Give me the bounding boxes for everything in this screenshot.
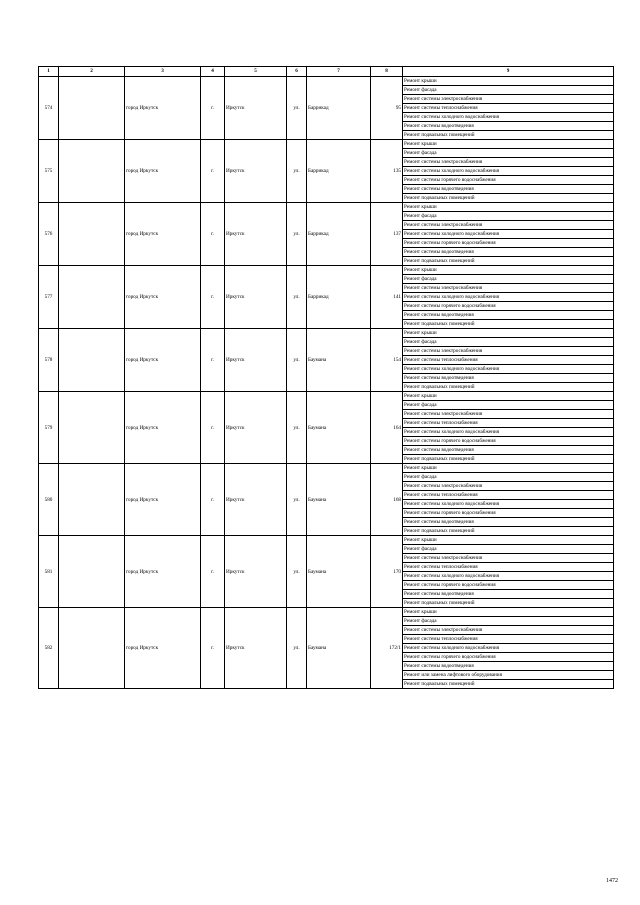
house-number: 164	[371, 392, 403, 464]
work-item: Ремонт системы горячего водоснабжения	[403, 509, 614, 518]
work-item: Ремонт системы водоотведения	[403, 662, 614, 671]
work-item: Ремонт системы горячего водоснабжения	[403, 653, 614, 662]
street-name: Баумана	[307, 464, 371, 536]
work-item: Ремонт крыши	[403, 392, 614, 401]
col-header-3: 3	[125, 67, 201, 77]
house-number: 170	[371, 536, 403, 608]
city-name: Иркутск	[225, 140, 287, 203]
work-item: Ремонт системы электроснабжения	[403, 626, 614, 635]
col-header-8: 8	[371, 67, 403, 77]
record-number: 582	[39, 608, 59, 689]
work-item: Ремонт системы теплоснабжения	[403, 635, 614, 644]
settlement-name: город Иркутск	[125, 266, 201, 329]
work-item: Ремонт системы горячего водоснабжения	[403, 176, 614, 185]
col-header-9: 9	[403, 67, 614, 77]
house-number: 154	[371, 329, 403, 392]
work-item: Ремонт системы холодного водоснабжения	[403, 230, 614, 239]
work-item: Ремонт системы электроснабжения	[403, 221, 614, 230]
street-type: ул.	[287, 392, 307, 464]
city-name: Иркутск	[225, 329, 287, 392]
settlement-name: город Иркутск	[125, 536, 201, 608]
record-number: 577	[39, 266, 59, 329]
page-number: 1472	[606, 878, 618, 884]
street-type: ул.	[287, 140, 307, 203]
work-item: Ремонт системы холодного водоснабжения	[403, 500, 614, 509]
street-name: Баумана	[307, 329, 371, 392]
work-item: Ремонт фасада	[403, 86, 614, 95]
table-body	[39, 77, 614, 689]
work-item: Ремонт системы водоотведения	[403, 122, 614, 131]
settlement-type: г.	[201, 140, 225, 203]
work-item: Ремонт системы холодного водоснабжения	[403, 572, 614, 581]
table-row	[39, 392, 614, 401]
empty-cell	[59, 392, 125, 464]
table-row	[39, 464, 614, 473]
work-item: Ремонт системы водоотведения	[403, 185, 614, 194]
street-type: ул.	[287, 329, 307, 392]
street-type: ул.	[287, 266, 307, 329]
city-name: Иркутск	[225, 77, 287, 140]
house-number: 135	[371, 140, 403, 203]
register-table	[38, 66, 614, 689]
work-item: Ремонт крыши	[403, 203, 614, 212]
work-item: Ремонт системы водоотведения	[403, 518, 614, 527]
house-number: 95	[371, 77, 403, 140]
work-item: Ремонт фасада	[403, 212, 614, 221]
empty-cell	[59, 266, 125, 329]
empty-cell	[59, 608, 125, 689]
work-item: Ремонт системы холодного водоснабжения	[403, 644, 614, 653]
work-item: Ремонт системы электроснабжения	[403, 554, 614, 563]
settlement-type: г.	[201, 77, 225, 140]
street-name: Баррикад	[307, 266, 371, 329]
work-item: Ремонт системы горячего водоснабжения	[403, 581, 614, 590]
col-header-7: 7	[307, 67, 371, 77]
settlement-type: г.	[201, 392, 225, 464]
work-item: Ремонт крыши	[403, 329, 614, 338]
work-item: Ремонт системы водоотведения	[403, 446, 614, 455]
street-type: ул.	[287, 608, 307, 689]
work-item: Ремонт системы горячего водоснабжения	[403, 302, 614, 311]
work-item: Ремонт системы электроснабжения	[403, 158, 614, 167]
work-item: Ремонт системы теплоснабжения	[403, 356, 614, 365]
header-row	[39, 67, 614, 77]
work-item: Ремонт подвальных помещений	[403, 599, 614, 608]
record-number: 575	[39, 140, 59, 203]
work-item: Ремонт фасада	[403, 473, 614, 482]
house-number: 141	[371, 266, 403, 329]
record-number: 581	[39, 536, 59, 608]
street-name: Баррикад	[307, 203, 371, 266]
empty-cell	[59, 536, 125, 608]
work-item: Ремонт крыши	[403, 140, 614, 149]
work-item: Ремонт фасада	[403, 401, 614, 410]
street-name: Баумана	[307, 608, 371, 689]
work-item: Ремонт подвальных помещений	[403, 194, 614, 203]
settlement-type: г.	[201, 203, 225, 266]
work-item: Ремонт системы теплоснабжения	[403, 491, 614, 500]
settlement-type: г.	[201, 464, 225, 536]
work-item: Ремонт системы холодного водоснабжения	[403, 293, 614, 302]
record-number: 579	[39, 392, 59, 464]
work-item: Ремонт системы электроснабжения	[403, 284, 614, 293]
work-item: Ремонт системы горячего водоснабжения	[403, 437, 614, 446]
work-item: Ремонт подвальных помещений	[403, 383, 614, 392]
settlement-type: г.	[201, 329, 225, 392]
work-item: Ремонт системы водоотведения	[403, 311, 614, 320]
work-item: Ремонт системы водоотведения	[403, 248, 614, 257]
work-item: Ремонт крыши	[403, 608, 614, 617]
street-type: ул.	[287, 203, 307, 266]
settlement-name: город Иркутск	[125, 77, 201, 140]
table-row	[39, 77, 614, 86]
work-item: Ремонт крыши	[403, 266, 614, 275]
work-item: Ремонт системы теплоснабжения	[403, 104, 614, 113]
city-name: Иркутск	[225, 608, 287, 689]
work-item: Ремонт системы водоотведения	[403, 590, 614, 599]
table-row	[39, 266, 614, 275]
work-item: Ремонт крыши	[403, 464, 614, 473]
settlement-type: г.	[201, 608, 225, 689]
settlement-name: город Иркутск	[125, 392, 201, 464]
house-number: 172/1	[371, 608, 403, 689]
record-number: 576	[39, 203, 59, 266]
work-item: Ремонт системы электроснабжения	[403, 95, 614, 104]
work-item: Ремонт фасада	[403, 149, 614, 158]
work-item: Ремонт подвальных помещений	[403, 680, 614, 689]
empty-cell	[59, 140, 125, 203]
table-row	[39, 203, 614, 212]
col-header-5: 5	[225, 67, 287, 77]
work-item: Ремонт крыши	[403, 77, 614, 86]
work-item: Ремонт системы электроснабжения	[403, 347, 614, 356]
table-row	[39, 536, 614, 545]
col-header-4: 4	[201, 67, 225, 77]
settlement-name: город Иркутск	[125, 464, 201, 536]
work-item: Ремонт или замена лифтового оборудования	[403, 671, 614, 680]
work-item: Ремонт системы холодного водоснабжения	[403, 428, 614, 437]
street-type: ул.	[287, 77, 307, 140]
col-header-2: 2	[59, 67, 125, 77]
record-number: 580	[39, 464, 59, 536]
work-item: Ремонт крыши	[403, 536, 614, 545]
work-item: Ремонт системы электроснабжения	[403, 410, 614, 419]
city-name: Иркутск	[225, 536, 287, 608]
work-item: Ремонт системы холодного водоснабжения	[403, 167, 614, 176]
street-name: Баррикад	[307, 140, 371, 203]
settlement-name: город Иркутск	[125, 140, 201, 203]
work-item: Ремонт системы водоотведения	[403, 374, 614, 383]
work-item: Ремонт системы теплоснабжения	[403, 563, 614, 572]
city-name: Иркутск	[225, 266, 287, 329]
record-number: 578	[39, 329, 59, 392]
settlement-name: город Иркутск	[125, 203, 201, 266]
table-row	[39, 329, 614, 338]
settlement-type: г.	[201, 266, 225, 329]
col-header-1: 1	[39, 67, 59, 77]
table-row	[39, 608, 614, 617]
work-item: Ремонт фасада	[403, 275, 614, 284]
empty-cell	[59, 203, 125, 266]
work-item: Ремонт системы горячего водоснабжения	[403, 239, 614, 248]
work-item: Ремонт системы теплоснабжения	[403, 419, 614, 428]
street-name: Баррикад	[307, 77, 371, 140]
table-row	[39, 140, 614, 149]
city-name: Иркутск	[225, 392, 287, 464]
street-name: Баумана	[307, 392, 371, 464]
work-item: Ремонт подвальных помещений	[403, 257, 614, 266]
city-name: Иркутск	[225, 203, 287, 266]
work-item: Ремонт фасада	[403, 545, 614, 554]
work-item: Ремонт подвальных помещений	[403, 455, 614, 464]
street-type: ул.	[287, 464, 307, 536]
work-item: Ремонт системы холодного водоснабжения	[403, 365, 614, 374]
house-number: 137	[371, 203, 403, 266]
empty-cell	[59, 77, 125, 140]
settlement-type: г.	[201, 536, 225, 608]
empty-cell	[59, 329, 125, 392]
settlement-name: город Иркутск	[125, 329, 201, 392]
work-item: Ремонт подвальных помещений	[403, 131, 614, 140]
work-item: Ремонт фасада	[403, 338, 614, 347]
work-item: Ремонт системы электроснабжения	[403, 482, 614, 491]
settlement-name: город Иркутск	[125, 608, 201, 689]
work-item: Ремонт подвальных помещений	[403, 320, 614, 329]
street-type: ул.	[287, 536, 307, 608]
col-header-6: 6	[287, 67, 307, 77]
house-number: 168	[371, 464, 403, 536]
work-item: Ремонт фасада	[403, 617, 614, 626]
empty-cell	[59, 464, 125, 536]
record-number: 574	[39, 77, 59, 140]
city-name: Иркутск	[225, 464, 287, 536]
work-item: Ремонт подвальных помещений	[403, 527, 614, 536]
work-item: Ремонт системы холодного водоснабжения	[403, 113, 614, 122]
street-name: Баумана	[307, 536, 371, 608]
